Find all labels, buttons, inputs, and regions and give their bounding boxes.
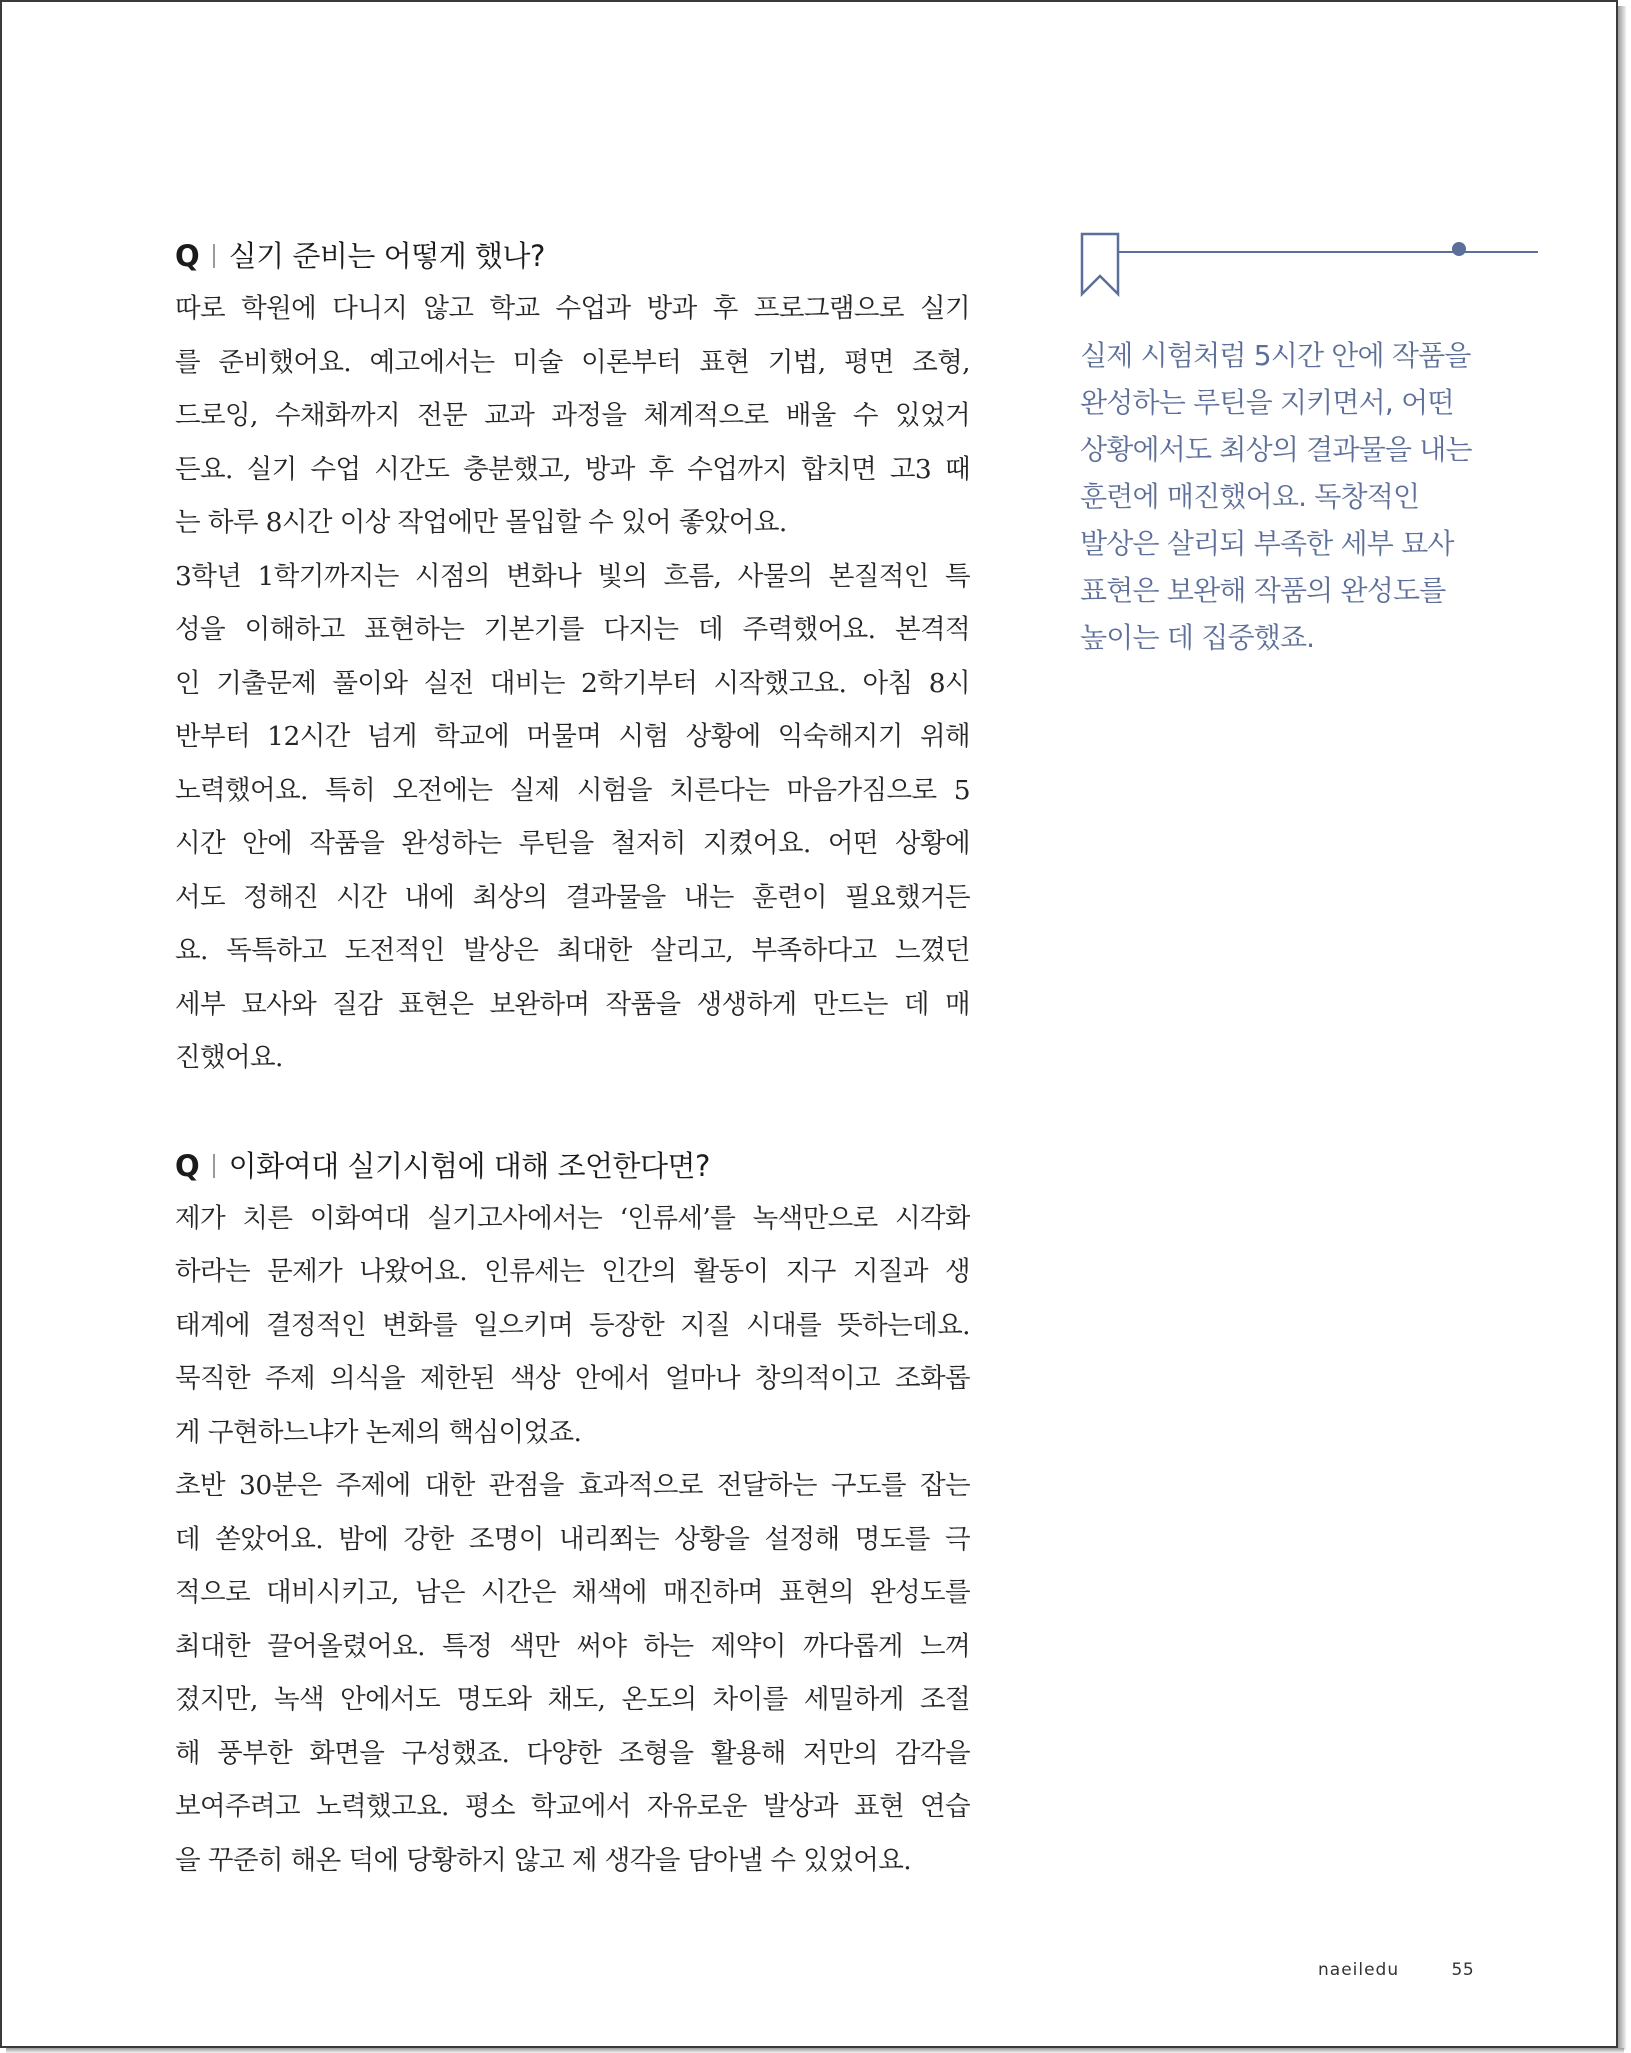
text-line: 해 풍부한 화면을 구성했죠. 다양한 조형을 활용해 저만의 감각을 [175, 1737, 970, 1769]
text-line: 3학년 1학기까지는 시점의 변화나 빛의 흐름, 사물의 본질적인 특 [175, 560, 970, 592]
section-gap [175, 1085, 970, 1140]
question-divider [213, 1154, 215, 1178]
text-line: 제가 치른 이화여대 실기고사에서는 ‘인류세’를 녹색만으로 시각화 [175, 1202, 970, 1234]
question-text: 이화여대 실기시험에 대해 조언한다면? [228, 1148, 710, 1183]
text-line: 인 기출문제 풀이와 실전 대비는 2학기부터 시작했고요. 아침 8시 [175, 667, 970, 699]
text-line: 묵직한 주제 의식을 제한된 색상 안에서 얼마나 창의적이고 조화롭 [175, 1363, 970, 1394]
pull-quote-line: 높이는 데 집중했죠. [1080, 621, 1315, 654]
text-line: 게 구현하느냐가 논제의 핵심이었죠. [175, 1416, 582, 1448]
question-heading [175, 1140, 970, 1192]
text-line: 졌지만, 녹색 안에서도 명도와 채도, 온도의 차이를 세밀하게 조절 [175, 1684, 970, 1715]
question-heading [175, 230, 970, 282]
pull-quote-line: 실제 시험처럼 5시간 안에 작품을 [1080, 339, 1471, 372]
text-line: 를 준비했어요. 예고에서는 미술 이론부터 표현 기법, 평면 조형, [175, 346, 970, 378]
text-line: 노력했어요. 특히 오전에는 실제 시험을 치른다는 마음가짐으로 5 [175, 774, 970, 806]
page-edge-shadow [1618, 6, 1626, 2050]
text-line: 시간 안에 작품을 완성하는 루틴을 철저히 지켰어요. 어떤 상황에 [175, 828, 970, 859]
text-line: 든요. 실기 수업 시간도 충분했고, 방과 후 수업까지 합치면 고3 때 [175, 453, 970, 485]
bookmark-icon [1080, 232, 1120, 298]
text-line: 따로 학원에 다니지 않고 학교 수업과 방과 후 프로그램으로 실기 [175, 293, 970, 324]
text-line: 데 쏟았어요. 밤에 강한 조명이 내리쬐는 상황을 설정해 명도를 극 [175, 1523, 970, 1555]
pull-quote-text [1080, 332, 1480, 661]
text-line: 세부 묘사와 질감 표현은 보완하며 작품을 생생하게 만드는 데 매 [175, 988, 970, 1020]
question-mark: Q [175, 239, 200, 273]
pull-quote-line: 표현은 보완해 작품의 완성도를 [1080, 574, 1446, 607]
page-edge-shadow-bottom [6, 2048, 1624, 2053]
text-line: 요. 독특하고 도전적인 발상은 최대한 살리고, 부족하다고 느꼈던 [175, 935, 970, 966]
pull-quote-line: 상황에서도 최상의 결과물을 내는 [1080, 433, 1472, 466]
text-line: 진했어요. [175, 1042, 283, 1073]
rule-end-dot [1452, 242, 1466, 256]
question-text: 실기 준비는 어떻게 했나? [228, 239, 545, 273]
pull-quote-line: 훈련에 매진했어요. 독창적인 [1080, 480, 1420, 513]
answer-body [175, 282, 970, 1085]
page-footer [1318, 1960, 1474, 1980]
question-mark: Q [175, 1148, 200, 1183]
article-column [175, 230, 970, 1887]
bookmark-rule [1080, 232, 1480, 302]
pull-quote-line: 완성하는 루틴을 지키면서, 어떤 [1080, 386, 1454, 419]
text-line: 을 꾸준히 해온 덕에 당황하지 않고 제 생각을 담아낼 수 있었어요. [175, 1844, 912, 1876]
text-line: 드로잉, 수채화까지 전문 교과 과정을 체계적으로 배울 수 있었거 [175, 400, 970, 431]
text-line: 태계에 결정적인 변화를 일으키며 등장한 지질 시대를 뜻하는데요. [175, 1309, 970, 1341]
page-number: 55 [1451, 1960, 1475, 1980]
footer-brand: naeiledu [1318, 1960, 1400, 1980]
text-line: 서도 정해진 시간 내에 최상의 결과물을 내는 훈련이 필요했거든 [175, 881, 970, 913]
pull-quote-sidebar [1080, 232, 1480, 661]
pull-quote-line: 발상은 살리되 부족한 세부 묘사 [1080, 527, 1454, 560]
text-line: 최대한 끌어올렸어요. 특정 색만 써야 하는 제약이 까다롭게 느껴 [175, 1630, 970, 1662]
answer-body [175, 1192, 970, 1888]
question-divider [213, 244, 215, 268]
text-line: 하라는 문제가 나왔어요. 인류세는 인간의 활동이 지구 지질과 생 [175, 1256, 970, 1287]
text-line: 보여주려고 노력했고요. 평소 학교에서 자유로운 발상과 표현 연습 [175, 1791, 970, 1822]
text-line: 는 하루 8시간 이상 작업에만 몰입할 수 있어 좋았어요. [175, 507, 787, 538]
text-line: 초반 30분은 주제에 대한 관점을 효과적으로 전달하는 구도를 잡는 [175, 1470, 970, 1501]
sidebar-rule-line [1118, 251, 1538, 253]
text-line: 적으로 대비시키고, 남은 시간은 채색에 매진하며 표현의 완성도를 [175, 1577, 970, 1608]
text-line: 반부터 12시간 넘게 학교에 머물며 시험 상황에 익숙해지기 위해 [175, 721, 970, 752]
text-line: 성을 이해하고 표현하는 기본기를 다지는 데 주력했어요. 본격적 [175, 614, 970, 645]
